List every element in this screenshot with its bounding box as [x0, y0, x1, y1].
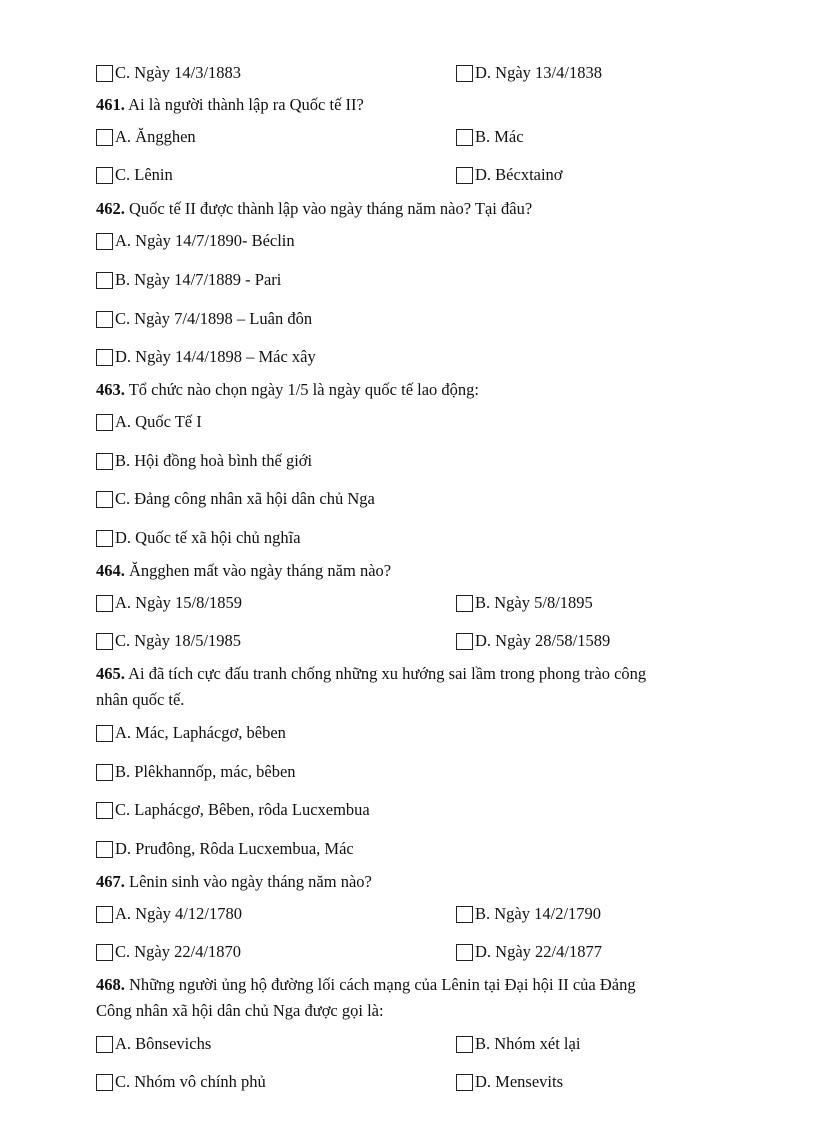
- option-label: B. Hội đồng hoà bình thế giới: [115, 451, 313, 470]
- answer-option[interactable]: [456, 126, 524, 148]
- option-label: B. Ngày 14/7/1889 - Pari: [115, 270, 282, 289]
- question-text: [96, 198, 532, 220]
- option-label: B. Ngày 14/2/1790: [475, 904, 602, 923]
- option-label: A. Bônsevichs: [115, 1034, 212, 1053]
- answer-option[interactable]: [456, 592, 593, 614]
- question-number: 465.: [96, 664, 125, 683]
- checkbox[interactable]: [96, 233, 113, 250]
- answer-option[interactable]: [96, 488, 375, 510]
- checkbox[interactable]: [96, 491, 113, 508]
- checkbox[interactable]: [96, 65, 113, 82]
- question-body: Tổ chức nào chọn ngày 1/5 là ngày quốc tế lao động:: [128, 380, 480, 399]
- answer-option[interactable]: [96, 941, 241, 963]
- option-label: D. Pruđông, Rôda Lucxembua, Mác: [115, 839, 354, 858]
- option-label: C. Lênin: [115, 165, 173, 184]
- checkbox[interactable]: [456, 944, 473, 961]
- option-label: A. Ngày 4/12/1780: [115, 904, 242, 923]
- question-text-continued: nhân quốc tế.: [96, 690, 185, 709]
- option-label: C. Laphácgơ, Bêben, rôda Lucxembua: [115, 800, 370, 819]
- option-label: A. Ngày 14/7/1890- Béclin: [115, 231, 295, 250]
- checkbox[interactable]: [96, 349, 113, 366]
- answer-option[interactable]: [96, 1033, 211, 1055]
- question-number: 463.: [96, 380, 125, 399]
- option-label: D. Ngày 13/4/1838: [475, 63, 602, 82]
- question-number: 462.: [96, 199, 125, 218]
- answer-option[interactable]: [96, 527, 301, 549]
- option-label: A. Mác, Laphácgơ, bêben: [115, 723, 286, 742]
- answer-option[interactable]: [96, 62, 241, 84]
- answer-option[interactable]: [96, 799, 370, 821]
- answer-option[interactable]: [96, 630, 241, 652]
- question-text: [96, 663, 646, 685]
- question-text: [96, 379, 479, 401]
- checkbox[interactable]: [456, 65, 473, 82]
- question-number: 468.: [96, 975, 125, 994]
- question-body: Ai đã tích cực đấu tranh chống những xu hướng sai lầm trong phong trào công: [128, 664, 647, 683]
- answer-option[interactable]: [96, 126, 196, 148]
- question-body: Lênin sinh vào ngày tháng năm nào?: [129, 872, 372, 891]
- checkbox[interactable]: [96, 906, 113, 923]
- checkbox[interactable]: [96, 841, 113, 858]
- option-label: C. Nhóm vô chính phủ: [115, 1072, 266, 1091]
- checkbox[interactable]: [456, 1036, 473, 1053]
- checkbox[interactable]: [96, 272, 113, 289]
- checkbox[interactable]: [96, 167, 113, 184]
- checkbox[interactable]: [456, 167, 473, 184]
- option-label: D. Quốc tế xã hội chủ nghĩa: [115, 528, 301, 547]
- option-label: C. Ngày 7/4/1898 – Luân đôn: [115, 309, 313, 328]
- option-label: B. Mác: [475, 127, 524, 146]
- answer-option[interactable]: [456, 941, 602, 963]
- option-label: D. Ngày 22/4/1877: [475, 942, 602, 961]
- checkbox[interactable]: [96, 414, 113, 431]
- option-label: C. Ngày 18/5/1985: [115, 631, 242, 650]
- question-number: 461.: [96, 95, 125, 114]
- option-label: B. Nhóm xét lại: [475, 1034, 581, 1053]
- option-label: D. Ngày 28/58/1589: [475, 631, 611, 650]
- question-text: [96, 94, 364, 116]
- checkbox[interactable]: [96, 633, 113, 650]
- answer-option[interactable]: [96, 411, 202, 433]
- option-label: A. Ngày 15/8/1859: [115, 593, 242, 612]
- checkbox[interactable]: [456, 906, 473, 923]
- checkbox[interactable]: [456, 595, 473, 612]
- option-label: D. Mensevits: [475, 1072, 563, 1091]
- answer-option[interactable]: [456, 1071, 563, 1093]
- option-label: C. Ngày 22/4/1870: [115, 942, 242, 961]
- answer-option[interactable]: [96, 1071, 266, 1093]
- question-text: [96, 871, 372, 893]
- question-text: [96, 560, 391, 582]
- question-body: Những người ủng hộ đường lối cách mạng của Lênin tại Đại hội II của Đảng: [129, 975, 636, 994]
- option-label: C. Đảng công nhân xã hội dân chủ Nga: [115, 489, 375, 508]
- checkbox[interactable]: [456, 1074, 473, 1091]
- answer-option[interactable]: [96, 450, 312, 472]
- option-label: D. Ngày 14/4/1898 – Mác xây: [115, 347, 316, 366]
- answer-option[interactable]: [96, 230, 295, 252]
- option-label: B. Plêkhannốp, mác, bêben: [115, 762, 296, 781]
- answer-option[interactable]: [96, 838, 354, 860]
- checkbox[interactable]: [96, 595, 113, 612]
- question-number: 464.: [96, 561, 125, 580]
- checkbox[interactable]: [96, 725, 113, 742]
- answer-option[interactable]: [96, 346, 316, 368]
- question-body: Ai là người thành lập ra Quốc tế II?: [128, 95, 364, 114]
- answer-option[interactable]: [456, 903, 601, 925]
- option-label: A. Ăngghen: [115, 127, 196, 146]
- question-number: 467.: [96, 872, 125, 891]
- checkbox[interactable]: [96, 764, 113, 781]
- question-text-continued: Công nhân xã hội dân chủ Nga được gọi là:: [96, 1001, 384, 1020]
- option-label: C. Ngày 14/3/1883: [115, 63, 242, 82]
- checkbox[interactable]: [96, 530, 113, 547]
- checkbox[interactable]: [456, 129, 473, 146]
- answer-option[interactable]: [456, 1033, 580, 1055]
- checkbox[interactable]: [96, 311, 113, 328]
- checkbox[interactable]: [96, 453, 113, 470]
- option-label: A. Quốc Tế I: [115, 412, 202, 431]
- answer-option[interactable]: [96, 903, 242, 925]
- checkbox[interactable]: [96, 129, 113, 146]
- checkbox[interactable]: [96, 944, 113, 961]
- checkbox[interactable]: [96, 802, 113, 819]
- question-text: [96, 974, 636, 996]
- option-label: D. Bécxtainơ: [475, 165, 563, 184]
- answer-option[interactable]: [456, 630, 610, 652]
- checkbox[interactable]: [456, 633, 473, 650]
- answer-option[interactable]: [456, 62, 602, 84]
- answer-option[interactable]: [96, 592, 242, 614]
- checkbox[interactable]: [96, 1074, 113, 1091]
- answer-option[interactable]: [456, 164, 563, 186]
- answer-option[interactable]: [96, 164, 173, 186]
- question-body: Quốc tế II được thành lập vào ngày tháng năm nào? Tại đâu?: [129, 199, 533, 218]
- answer-option[interactable]: [96, 761, 296, 783]
- answer-option[interactable]: [96, 308, 312, 330]
- checkbox[interactable]: [96, 1036, 113, 1053]
- option-label: B. Ngày 5/8/1895: [475, 593, 593, 612]
- answer-option[interactable]: [96, 722, 286, 744]
- question-body: Ăngghen mất vào ngày tháng năm nào?: [129, 561, 392, 580]
- answer-option[interactable]: [96, 269, 281, 291]
